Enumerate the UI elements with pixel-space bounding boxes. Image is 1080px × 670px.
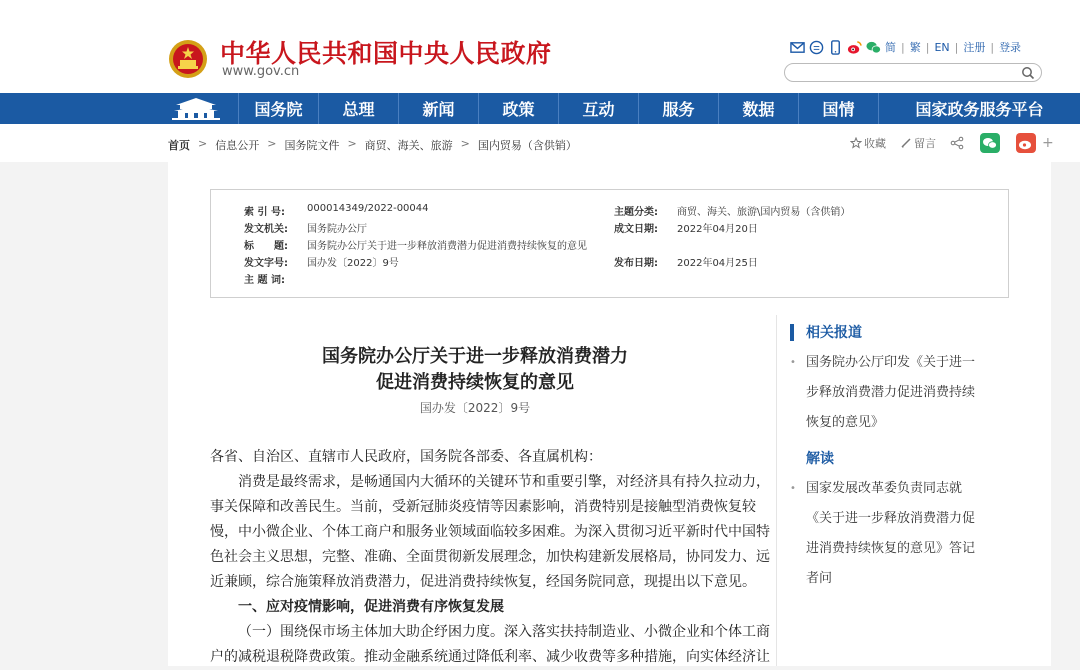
category-label: 主题分类: [614, 207, 658, 218]
nav-home-cell[interactable] [0, 93, 238, 124]
paragraph-line: 事关保障和改善民生。当前，受新冠肺炎疫情等因素影响，消费特别是接触型消费恢复较 [210, 499, 756, 515]
lang-simplified-link[interactable]: 简 [885, 41, 896, 54]
section-heading: 一、应对疫情影响，促进消费有序恢复发展 [238, 599, 504, 615]
nav-item-policy[interactable]: 政策 [478, 93, 558, 124]
share-wechat-button[interactable] [980, 133, 1000, 153]
register-link[interactable]: 注册 [963, 41, 986, 54]
lang-traditional-link[interactable]: 繁 [909, 41, 921, 54]
paragraph-line: 户的减税退税降费政策。推动金融系统通过降低利率、减少收费等多种措施，向实体经济让 [210, 649, 770, 665]
index-label: 索 引 号: [244, 207, 285, 218]
share-weibo-button[interactable] [1016, 133, 1036, 153]
index-value: 000014349/2022-00044 [307, 203, 429, 214]
paragraph-line: 色社会主义思想，完整、准确、全面贯彻新发展理念，加快构建新发展格局，协同发力、远 [210, 549, 770, 565]
breadcrumb-state-council-docs[interactable]: 国务院文件 [284, 139, 340, 152]
article-card [168, 162, 1051, 666]
doc-number-value: 国办发〔2022〕9号 [307, 258, 399, 269]
document-title-line: 国务院办公厅关于进一步释放消费潜力 [322, 346, 628, 367]
page-actions [850, 133, 1054, 153]
breadcrumb-home[interactable]: 首页 [168, 139, 190, 152]
weibo-icon [1016, 133, 1036, 153]
title-label: 标 题: [244, 241, 288, 252]
article-body [210, 445, 770, 670]
category-value: 商贸、海关、旅游\国内贸易（含供销） [677, 207, 851, 218]
lang-english-link[interactable]: EN [934, 40, 950, 54]
header-tools: 简 | 繁 | EN | 注册 | 登录 [790, 39, 1021, 55]
breadcrumb-info-disclosure[interactable]: 信息公开 [215, 139, 260, 152]
search-input[interactable] [793, 68, 1023, 85]
document-metadata-table [210, 189, 1009, 298]
paragraph-line: 慢，中小微企业、个体工商户和服务业领域面临较多困难。为深入贯彻习近平新时代中国特 [210, 524, 770, 540]
created-date-label: 成文日期: [614, 224, 658, 235]
breadcrumb [168, 137, 577, 153]
pen-icon[interactable] [900, 137, 912, 149]
document-title [210, 344, 740, 396]
wechat-icon[interactable] [866, 40, 881, 55]
more-share-button[interactable]: + [1042, 135, 1054, 151]
breadcrumb-separator: > [460, 137, 470, 150]
nav-item-state-council[interactable]: 国务院 [238, 93, 318, 124]
share-icon[interactable] [950, 136, 964, 150]
document-title-line: 促进消费持续恢复的意见 [376, 372, 574, 393]
message-icon[interactable] [809, 40, 824, 55]
site-header [0, 0, 1080, 93]
login-link[interactable]: 登录 [999, 41, 1022, 54]
breadcrumb-domestic-trade[interactable]: 国内贸易（含供销） [477, 139, 577, 152]
search-box[interactable] [784, 63, 1042, 82]
title-value: 国务院办公厅关于进一步释放消费潜力促进消费持续恢复的意见 [307, 241, 587, 252]
breadcrumb-commerce[interactable]: 商贸、海关、旅游 [364, 139, 453, 152]
salutation: 各省、自治区、直辖市人民政府，国务院各部委、各直属机构： [210, 449, 602, 465]
sidebar [790, 322, 1000, 594]
tiananmen-icon[interactable] [170, 96, 222, 122]
doc-number-label: 发文字号: [244, 258, 288, 269]
national-emblem-icon[interactable] [168, 38, 208, 80]
main-nav [0, 93, 1080, 124]
created-date-value: 2022年04月20日 [677, 224, 758, 235]
issuer-value: 国务院办公厅 [307, 224, 367, 235]
nav-item-news[interactable]: 新闻 [398, 93, 478, 124]
document-number: 国办发〔2022〕9号 [419, 401, 531, 415]
related-report-link[interactable]: • 国务院办公厅印发《关于进一 步释放消费潜力促进消费持续 恢复的意见》 [790, 348, 1000, 438]
breadcrumb-separator: > [267, 137, 277, 150]
site-title[interactable]: 中华人民共和国中央人民政府 [220, 39, 552, 68]
mail-icon[interactable] [790, 40, 805, 55]
nav-item-national-info[interactable]: 国情 [798, 93, 878, 124]
weibo-icon[interactable] [847, 40, 862, 55]
favorite-button[interactable]: 收藏 [864, 137, 886, 150]
comment-button[interactable]: 留言 [914, 137, 936, 150]
column-divider [776, 315, 777, 666]
site-url[interactable]: www.gov.cn [222, 64, 300, 79]
mobile-icon[interactable] [828, 40, 843, 55]
interpretation-link[interactable]: • 国家发展改革委负责同志就 《关于进一步释放消费潜力促 进消费持续恢复的意见》答记 者问 [790, 474, 1000, 594]
section-accent-bar [790, 324, 794, 341]
nav-item-premier[interactable]: 总理 [318, 93, 398, 124]
nav-item-services[interactable]: 服务 [638, 93, 718, 124]
star-icon[interactable] [850, 137, 862, 149]
breadcrumb-separator: > [347, 137, 357, 150]
nav-item-data[interactable]: 数据 [718, 93, 798, 124]
published-date-value: 2022年04月25日 [677, 258, 758, 269]
nav-item-gov-service-platform[interactable]: 国家政务服务平台 [878, 93, 1080, 124]
issuer-label: 发文机关: [244, 224, 288, 235]
wechat-icon [980, 133, 1000, 153]
nav-item-interaction[interactable]: 互动 [558, 93, 638, 124]
paragraph-line: 消费是最终需求，是畅通国内大循环的关键环节和重要引擎，对经济具有持久拉动力， [238, 474, 770, 490]
published-date-label: 发布日期: [614, 258, 658, 269]
paragraph-line: （一）围绕保市场主体加大助企纾困力度。深入落实扶持制造业、小微企业和个体工商 [238, 624, 770, 640]
interpretation-title: 解读 [806, 451, 834, 467]
related-reports-title: 相关报道 [806, 325, 862, 341]
paragraph-line: 近兼顾，综合施策释放消费潜力，促进消费持续恢复，经国务院同意，现提出以下意见。 [210, 574, 756, 590]
search-icon[interactable] [1021, 66, 1035, 80]
breadcrumb-separator: > [198, 137, 208, 150]
keywords-label: 主 题 词: [244, 275, 285, 286]
breadcrumb-bar [0, 124, 1080, 162]
